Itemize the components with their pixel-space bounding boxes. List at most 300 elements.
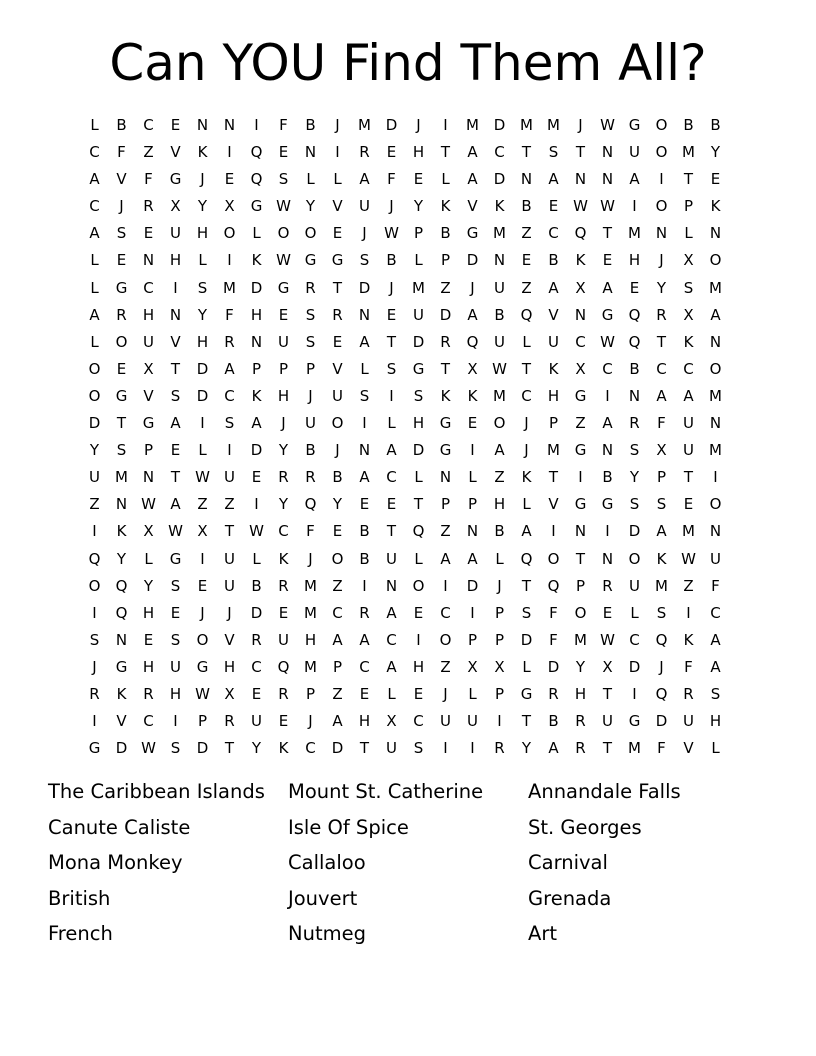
grid-letter: I (470, 739, 475, 758)
grid-letter: X (683, 305, 694, 324)
grid-letter: J (362, 224, 367, 243)
word-list-item: Grenada (528, 886, 612, 910)
grid-letter: L (684, 224, 693, 243)
word-search-grid (81, 113, 729, 763)
grid-letter: A (332, 630, 343, 649)
grid-letter: T (386, 332, 397, 351)
grid-letter: S (170, 386, 181, 405)
grid-letter: W (168, 522, 183, 541)
grid-letter: E (278, 712, 289, 731)
grid-letter: Y (89, 441, 100, 460)
grid-letter: T (683, 170, 694, 189)
grid-letter: A (224, 359, 235, 378)
grid-letter: L (711, 739, 720, 758)
grid-letter: J (119, 197, 124, 216)
grid-letter: A (440, 549, 451, 568)
grid-letter: G (439, 441, 452, 460)
grid-letter: E (521, 251, 532, 270)
grid-letter: G (115, 386, 128, 405)
grid-letter: S (629, 495, 640, 514)
grid-letter: O (115, 332, 128, 351)
grid-letter: E (278, 603, 289, 622)
grid-letter: N (655, 224, 668, 243)
grid-letter: Q (628, 305, 641, 324)
grid-letter: D (412, 332, 425, 351)
grid-letter: K (116, 684, 127, 703)
grid-letter: G (574, 495, 587, 514)
grid-letter: N (628, 386, 641, 405)
grid-letter: Z (332, 684, 343, 703)
grid-letter: Y (521, 739, 532, 758)
grid-letter: I (227, 251, 232, 270)
grid-letter: M (709, 278, 722, 297)
grid-letter: L (90, 332, 99, 351)
grid-letter: T (521, 359, 532, 378)
grid-letter: I (605, 386, 610, 405)
grid-letter: C (629, 630, 640, 649)
grid-letter: J (659, 251, 664, 270)
grid-letter: C (440, 603, 451, 622)
grid-letter: C (224, 386, 235, 405)
grid-letter: G (169, 549, 182, 568)
grid-letter: R (359, 143, 370, 162)
grid-letter: F (549, 630, 558, 649)
grid-letter: W (276, 251, 291, 270)
grid-letter: T (332, 278, 343, 297)
grid-letter: I (470, 603, 475, 622)
grid-letter: U (305, 414, 316, 433)
grid-letter: Q (655, 684, 668, 703)
grid-letter: R (89, 684, 100, 703)
grid-letter: U (413, 305, 424, 324)
grid-letter: X (143, 522, 154, 541)
grid-letter: O (88, 576, 101, 595)
grid-letter: N (142, 468, 155, 487)
grid-letter: R (575, 739, 586, 758)
grid-letter: Z (494, 468, 505, 487)
grid-letter: G (412, 359, 425, 378)
grid-letter: Q (466, 332, 479, 351)
grid-letter: M (304, 603, 317, 622)
grid-letter: D (466, 251, 479, 270)
grid-letter: P (413, 224, 424, 243)
grid-letter: H (250, 305, 263, 324)
grid-letter: H (142, 657, 155, 676)
grid-letter: E (197, 576, 208, 595)
grid-letter: Y (143, 576, 154, 595)
grid-letter: W (249, 522, 264, 541)
grid-letter: Y (278, 441, 289, 460)
grid-letter: Q (655, 630, 668, 649)
grid-letter: R (548, 684, 559, 703)
grid-letter: A (170, 495, 181, 514)
grid-letter: U (359, 197, 370, 216)
grid-letter: L (198, 441, 207, 460)
word-list-item: Art (528, 922, 558, 946)
grid-letter: J (200, 170, 205, 189)
word-list-item: The Caribbean Islands (48, 780, 265, 803)
grid-letter: I (227, 441, 232, 460)
grid-letter: L (495, 549, 504, 568)
word-list-item: Mount St. Catherine (288, 780, 484, 803)
grid-letter: N (115, 630, 128, 649)
grid-letter: T (359, 739, 370, 758)
grid-letter: R (143, 197, 154, 216)
grid-letter: O (196, 630, 209, 649)
grid-letter: W (600, 630, 615, 649)
grid-letter: Q (520, 549, 533, 568)
grid-letter: S (413, 386, 424, 405)
grid-letter: K (440, 386, 451, 405)
grid-letter: V (548, 305, 559, 324)
grid-letter: L (198, 251, 207, 270)
grid-letter: K (548, 359, 559, 378)
grid-letter: Y (575, 657, 586, 676)
grid-letter: L (441, 170, 450, 189)
grid-letter: Q (88, 549, 101, 568)
word-list-item: French (48, 922, 113, 946)
grid-letter: O (88, 359, 101, 378)
grid-letter: E (386, 495, 397, 514)
grid-letter: I (173, 712, 178, 731)
grid-letter: F (549, 603, 558, 622)
grid-letter: U (629, 143, 640, 162)
grid-letter: X (467, 359, 478, 378)
grid-letter: U (224, 576, 235, 595)
grid-letter: A (170, 414, 181, 433)
grid-letter: Q (520, 305, 533, 324)
grid-letter: U (710, 549, 721, 568)
grid-letter: L (522, 657, 531, 676)
grid-letter: Q (277, 657, 290, 676)
grid-letter: C (143, 712, 154, 731)
grid-letter: I (416, 630, 421, 649)
grid-letter: A (251, 414, 262, 433)
grid-letter: J (200, 603, 205, 622)
grid-letter: G (601, 495, 614, 514)
grid-letter: R (224, 332, 235, 351)
grid-letter: X (224, 197, 235, 216)
grid-letter: D (88, 414, 101, 433)
grid-letter: D (493, 116, 506, 134)
grid-letter: C (548, 224, 559, 243)
grid-letter: B (521, 197, 532, 216)
grid-letter: C (305, 739, 316, 758)
grid-letter: E (413, 603, 424, 622)
grid-letter: A (710, 657, 721, 676)
grid-letter: Z (89, 495, 100, 514)
grid-letter: L (522, 495, 531, 514)
grid-letter: E (170, 441, 181, 460)
grid-letter: O (88, 386, 101, 405)
grid-letter: J (443, 684, 448, 703)
grid-letter: H (547, 386, 560, 405)
grid-letter: S (656, 495, 667, 514)
grid-letter: E (359, 495, 370, 514)
word-list-item: Jouvert (288, 886, 358, 910)
grid-letter: N (574, 522, 587, 541)
grid-letter: J (308, 386, 313, 405)
grid-letter: Z (197, 495, 208, 514)
grid-letter: T (386, 522, 397, 541)
word-list-item: Nutmeg (288, 922, 366, 946)
grid-letter: P (494, 684, 505, 703)
grid-letter: E (710, 170, 721, 189)
grid-letter: G (196, 657, 209, 676)
grid-letter: A (359, 630, 370, 649)
grid-letter: E (386, 305, 397, 324)
grid-letter: F (117, 143, 126, 162)
grid-letter: A (89, 305, 100, 324)
grid-letter: S (278, 170, 289, 189)
grid-letter: N (709, 414, 722, 433)
grid-letter: N (520, 170, 533, 189)
grid-letter: F (684, 657, 693, 676)
grid-letter: D (655, 712, 668, 731)
grid-letter: U (683, 441, 694, 460)
grid-letter: T (548, 468, 559, 487)
grid-letter: H (304, 630, 317, 649)
grid-letter: B (359, 522, 370, 541)
grid-letter: G (574, 441, 587, 460)
grid-letter: T (521, 143, 532, 162)
grid-letter: E (386, 143, 397, 162)
grid-letter: T (575, 549, 586, 568)
grid-letter: D (250, 603, 263, 622)
grid-letter: I (686, 603, 691, 622)
grid-letter: P (305, 359, 316, 378)
grid-letter: N (709, 522, 722, 541)
grid-letter: X (683, 251, 694, 270)
grid-letter: X (197, 522, 208, 541)
grid-letter: Z (332, 576, 343, 595)
grid-letter: K (278, 549, 289, 568)
grid-letter: F (306, 522, 315, 541)
grid-letter: T (683, 468, 694, 487)
grid-letter: Q (250, 170, 263, 189)
grid-letter: T (170, 468, 181, 487)
grid-letter: E (332, 332, 343, 351)
grid-letter: O (277, 224, 290, 243)
grid-letter: H (358, 712, 371, 731)
grid-letter: K (467, 386, 478, 405)
grid-letter: R (305, 278, 316, 297)
grid-letter: O (331, 549, 344, 568)
grid-letter: U (494, 332, 505, 351)
grid-letter: L (252, 224, 261, 243)
grid-letter: D (331, 739, 344, 758)
grid-letter: X (602, 657, 613, 676)
grid-letter: G (250, 197, 263, 216)
grid-letter: W (681, 549, 696, 568)
grid-letter: W (600, 116, 615, 134)
grid-letter: D (520, 630, 533, 649)
grid-letter: O (709, 251, 722, 270)
grid-letter: E (170, 603, 181, 622)
grid-letter: C (521, 386, 532, 405)
grid-letter: C (602, 359, 613, 378)
grid-letter: S (656, 603, 667, 622)
grid-letter: M (520, 116, 533, 134)
grid-letter: T (521, 712, 532, 731)
grid-letter: N (574, 305, 587, 324)
grid-letter: T (224, 739, 235, 758)
grid-letter: I (335, 143, 340, 162)
grid-letter: V (683, 739, 694, 758)
grid-letter: R (278, 468, 289, 487)
grid-letter: O (655, 143, 668, 162)
grid-letter: E (602, 603, 613, 622)
grid-letter: L (360, 359, 369, 378)
grid-letter: G (331, 251, 344, 270)
grid-letter: N (601, 170, 614, 189)
grid-letter: L (468, 468, 477, 487)
grid-letter: H (142, 603, 155, 622)
grid-letter: Y (116, 549, 127, 568)
grid-letter: A (386, 603, 397, 622)
grid-letter: Y (710, 143, 721, 162)
grid-letter: A (359, 332, 370, 351)
grid-letter: H (277, 386, 290, 405)
grid-letter: A (467, 305, 478, 324)
grid-letter: I (551, 522, 556, 541)
grid-letter: B (116, 116, 127, 134)
grid-letter: D (628, 657, 641, 676)
grid-letter: P (440, 251, 451, 270)
grid-letter: S (170, 630, 181, 649)
grid-letter: I (200, 549, 205, 568)
grid-letter: E (278, 143, 289, 162)
grid-letter: Q (115, 603, 128, 622)
grid-letter: U (602, 712, 613, 731)
grid-letter: S (116, 224, 127, 243)
grid-letter: D (196, 739, 209, 758)
grid-letter: U (251, 712, 262, 731)
grid-letter: U (629, 576, 640, 595)
grid-letter: T (602, 684, 613, 703)
grid-letter: X (467, 657, 478, 676)
grid-letter: Q (412, 522, 425, 541)
grid-letter: I (659, 170, 664, 189)
grid-letter: K (575, 251, 586, 270)
grid-letter: M (115, 468, 128, 487)
grid-letter: A (548, 170, 559, 189)
grid-letter: D (628, 522, 641, 541)
grid-letter: J (92, 657, 97, 676)
grid-letter: E (224, 170, 235, 189)
grid-letter: S (170, 576, 181, 595)
grid-letter: E (143, 630, 154, 649)
grid-letter: A (467, 549, 478, 568)
grid-letter: Y (305, 197, 316, 216)
grid-letter: D (547, 657, 560, 676)
grid-letter: Q (574, 224, 587, 243)
grid-letter: D (439, 305, 452, 324)
grid-letter: M (574, 630, 587, 649)
grid-letter: C (278, 522, 289, 541)
grid-letter: G (142, 414, 155, 433)
grid-letter: X (575, 359, 586, 378)
grid-letter: C (494, 143, 505, 162)
grid-letter: D (385, 116, 398, 134)
grid-letter: A (548, 739, 559, 758)
grid-letter: H (142, 305, 155, 324)
grid-letter: S (521, 603, 532, 622)
grid-letter: Q (250, 143, 263, 162)
word-list-item: St. Georges (528, 815, 642, 839)
grid-letter: U (278, 630, 289, 649)
grid-letter: A (494, 441, 505, 460)
grid-letter: B (548, 712, 559, 731)
grid-letter: P (467, 630, 478, 649)
word-list-item: Mona Monkey (48, 851, 183, 875)
grid-letter: E (143, 224, 154, 243)
grid-letter: K (440, 197, 451, 216)
grid-letter: T (116, 414, 127, 433)
grid-letter: V (116, 712, 127, 731)
grid-letter: T (575, 143, 586, 162)
grid-letter: J (227, 603, 232, 622)
grid-letter: C (143, 116, 154, 134)
grid-letter: G (628, 712, 641, 731)
grid-letter: E (413, 684, 424, 703)
grid-letter: H (169, 684, 182, 703)
grid-letter: L (144, 549, 153, 568)
grid-letter: Z (440, 278, 451, 297)
grid-letter: S (89, 630, 100, 649)
grid-letter: S (224, 414, 235, 433)
grid-letter: B (548, 251, 559, 270)
grid-letter: R (278, 684, 289, 703)
grid-letter: I (578, 468, 583, 487)
grid-letter: I (389, 386, 394, 405)
grid-letter: P (548, 414, 559, 433)
grid-letter: R (494, 739, 505, 758)
grid-letter: A (467, 170, 478, 189)
grid-letter: C (359, 657, 370, 676)
grid-letter: J (281, 414, 286, 433)
grid-letter: V (467, 197, 478, 216)
grid-letter: H (709, 712, 722, 731)
grid-letter: K (494, 197, 505, 216)
grid-letter: E (170, 116, 181, 134)
grid-letter: I (92, 712, 97, 731)
grid-letter: F (387, 170, 396, 189)
grid-letter: Y (197, 305, 208, 324)
grid-letter: A (683, 386, 694, 405)
grid-letter: G (520, 684, 533, 703)
word-list-item: Annandale Falls (528, 780, 681, 803)
grid-letter: B (602, 468, 613, 487)
grid-letter: O (709, 359, 722, 378)
grid-letter: D (358, 278, 371, 297)
grid-letter: S (305, 332, 316, 351)
grid-letter: U (224, 549, 235, 568)
grid-letter: S (116, 441, 127, 460)
grid-letter: Z (575, 414, 586, 433)
grid-letter: R (116, 305, 127, 324)
grid-letter: G (304, 251, 317, 270)
grid-letter: Y (197, 197, 208, 216)
grid-letter: Q (304, 495, 317, 514)
grid-letter: J (308, 712, 313, 731)
grid-letter: A (629, 170, 640, 189)
grid-letter: O (628, 549, 641, 568)
grid-letter: J (308, 549, 313, 568)
grid-letter: L (387, 414, 396, 433)
grid-letter: B (494, 305, 505, 324)
grid-letter: U (332, 386, 343, 405)
